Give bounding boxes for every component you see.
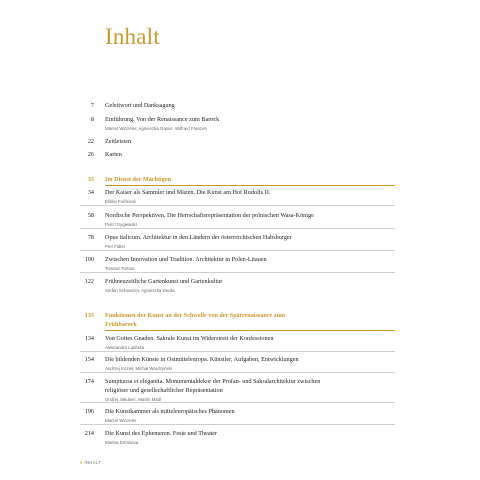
toc-page-number: 134 bbox=[84, 335, 94, 342]
toc-entry-authors: Marius Winzeler, Agnieszka Gąsior, Wilfried Franzen bbox=[105, 126, 207, 131]
footer-label: INHALT bbox=[84, 460, 102, 465]
toc-entry-authors: Ondřej Jakubec, Martin Mádl bbox=[105, 397, 162, 402]
toc-page-number: 196 bbox=[84, 408, 94, 415]
toc-entry-authors: Aleksandra Lipińska bbox=[105, 345, 145, 350]
section-divider bbox=[105, 185, 395, 186]
toc-section-title-line: Frühbarock bbox=[105, 321, 137, 328]
toc-entry-authors: Marina Dmitrieva bbox=[105, 440, 139, 445]
toc-entry-title: Die Kunst des Ephemeren. Feste und Theater bbox=[105, 430, 218, 437]
toc-entry-title: Einführung. Von der Renaissance zum Barock bbox=[105, 116, 220, 123]
page-footer bbox=[80, 460, 101, 465]
toc-section-page-number: 33 bbox=[87, 176, 94, 183]
toc-entry-title: Frühneuzeitliche Gartenkunst und Gartenkultur bbox=[105, 278, 223, 285]
toc-entry-title: Der Kaiser als Sammler und Mäzen. Die Kunst am Hof Rudolfs II. bbox=[105, 189, 271, 196]
toc-entry-title: Die bildenden Künste in Ostmitteleuropa. Künstler, Aufgaben, Entwicklungen bbox=[105, 356, 299, 363]
toc-entry-title: Nordische Perspektiven. Die Herrschaftsrepräsentation der polnischen Wasa-Könige bbox=[105, 212, 314, 219]
toc-entry-title: Zwischen Innovation und Tradition. Architektur in Polen-Litauen bbox=[105, 256, 267, 263]
toc-section-title-line: Funktionen der Kunst an der Schwelle von der Spätrenaissance zum bbox=[105, 312, 286, 319]
toc-page-number: 34 bbox=[87, 189, 94, 196]
entry-divider bbox=[80, 372, 395, 373]
toc-page-number: 174 bbox=[84, 378, 94, 385]
toc-section-page-number: 133 bbox=[84, 312, 94, 319]
toc-page-number: 7 bbox=[90, 102, 94, 109]
entry-divider bbox=[80, 272, 395, 273]
toc-page-number: 8 bbox=[90, 116, 94, 123]
entry-divider bbox=[80, 205, 395, 206]
toc-entry-title bbox=[105, 377, 395, 395]
toc-entry-authors: Stefan Schweizer, Agnieszka Derda bbox=[105, 288, 175, 293]
toc-entry-title: Geleitwort und Danksagung bbox=[105, 102, 175, 109]
toc-section-title bbox=[105, 311, 395, 329]
toc-page-number: 78 bbox=[87, 234, 94, 241]
toc-entry-authors: Petr Fidler bbox=[105, 244, 126, 249]
toc-entry-title: Die Kunstkammer als mitteleuropäisches Phänomen bbox=[105, 408, 235, 415]
toc-page-number: 214 bbox=[84, 430, 94, 437]
toc-entry-title: Zeitleisten bbox=[105, 138, 132, 145]
section-divider bbox=[105, 330, 395, 331]
entry-divider bbox=[80, 351, 395, 352]
toc-entry-title-line: Sumptuosa et elegantia. Monumentaldekor der Profan- und Sakralarchitektur zwischen bbox=[105, 378, 321, 385]
toc-entry-title: Karten bbox=[105, 151, 122, 158]
footer-page-number: 6 bbox=[80, 460, 83, 465]
toc-page-number: 154 bbox=[84, 356, 94, 363]
toc-page-number: 100 bbox=[84, 256, 94, 263]
toc-entry-authors: Marius Winzeler bbox=[105, 418, 137, 423]
entry-divider bbox=[80, 424, 395, 425]
toc-page-number: 58 bbox=[87, 212, 94, 219]
toc-entry-authors: Andrzej Kozieł, Michał Wardzyński bbox=[105, 366, 172, 371]
entry-divider bbox=[80, 250, 395, 251]
toc-entry-authors: Piotr Grygiewski bbox=[105, 222, 137, 227]
toc-page-number: 22 bbox=[87, 138, 94, 145]
entry-divider bbox=[80, 228, 395, 229]
entry-divider bbox=[80, 402, 395, 403]
toc-entry-title: Opus italicum. Architektur in den Ländern der österreichischen Habsburger bbox=[105, 234, 292, 241]
toc-entry-authors: Tomasz Torbus bbox=[105, 266, 135, 271]
toc-entry-title: Von Gottes Gnaden. Sakrale Kunst im Widerstreit der Konfessionen bbox=[105, 335, 274, 342]
page-title: Inhalt bbox=[105, 24, 160, 49]
toc-page-number: 26 bbox=[87, 151, 94, 158]
toc-entry-authors: Eliška Fučíková bbox=[105, 199, 136, 204]
toc-section-title: Im Dienst der Mächtigen bbox=[105, 176, 172, 183]
toc-entry-title-line: religiöser und gesellschaftlicher Repräsentation bbox=[105, 387, 223, 394]
toc-page-number: 122 bbox=[84, 278, 94, 285]
